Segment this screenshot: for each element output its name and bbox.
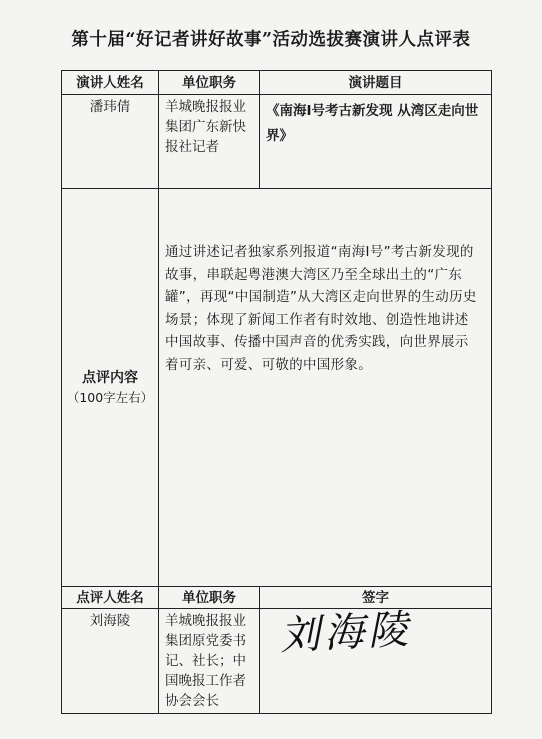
speech-topic: 《南海Ⅰ号考古新发现 从湾区走向世界》 <box>260 95 492 189</box>
page-title: 第十届“好记者讲好故事”活动选拔赛演讲人点评表 <box>71 30 471 50</box>
reviewer-header-row <box>62 587 492 609</box>
unit-position-header: 单位职务 <box>159 71 260 95</box>
comment-row <box>62 189 492 587</box>
speaker-unit: 羊城晚报报业集团广东新快报社记者 <box>159 95 260 189</box>
signature-header: 签字 <box>260 587 492 609</box>
comment-label-cell <box>62 189 159 587</box>
reviewer-unit-header: 单位职务 <box>159 587 260 609</box>
comment-label-note: （100字左右） <box>66 389 154 405</box>
reviewer-row <box>62 609 492 714</box>
reviewer-name: 刘海陵 <box>62 609 159 714</box>
comment-text: 通过讲述记者独家系列报道“南海Ⅰ号”考古新发现的故事，串联起粤港澳大湾区乃至全球出土的“广东罐”，再现“中国制造”从大湾区走向世界的生动历史场景；体现了新闻工作者有时效地、创造性地讲述中国故事、传播中国声音的优秀实践，向世界展示着可亲、可爱、可敬的中国形象。 <box>159 189 492 587</box>
speaker-header-row <box>62 71 492 95</box>
speech-topic-header: 演讲题目 <box>260 71 492 95</box>
review-form-table <box>61 70 492 714</box>
comment-label: 点评内容 <box>82 369 138 386</box>
speaker-name-header: 演讲人姓名 <box>62 71 159 95</box>
speaker-row <box>62 95 492 189</box>
signature-cell <box>260 606 492 714</box>
reviewer-unit: 羊城晚报报业集团原党委书记、社长；中国晚报工作者协会会长 <box>159 609 260 714</box>
speaker-name: 潘玮倩 <box>62 95 159 189</box>
handwritten-signature: 刘海陵 <box>278 606 414 660</box>
reviewer-name-header: 点评人姓名 <box>62 587 159 609</box>
